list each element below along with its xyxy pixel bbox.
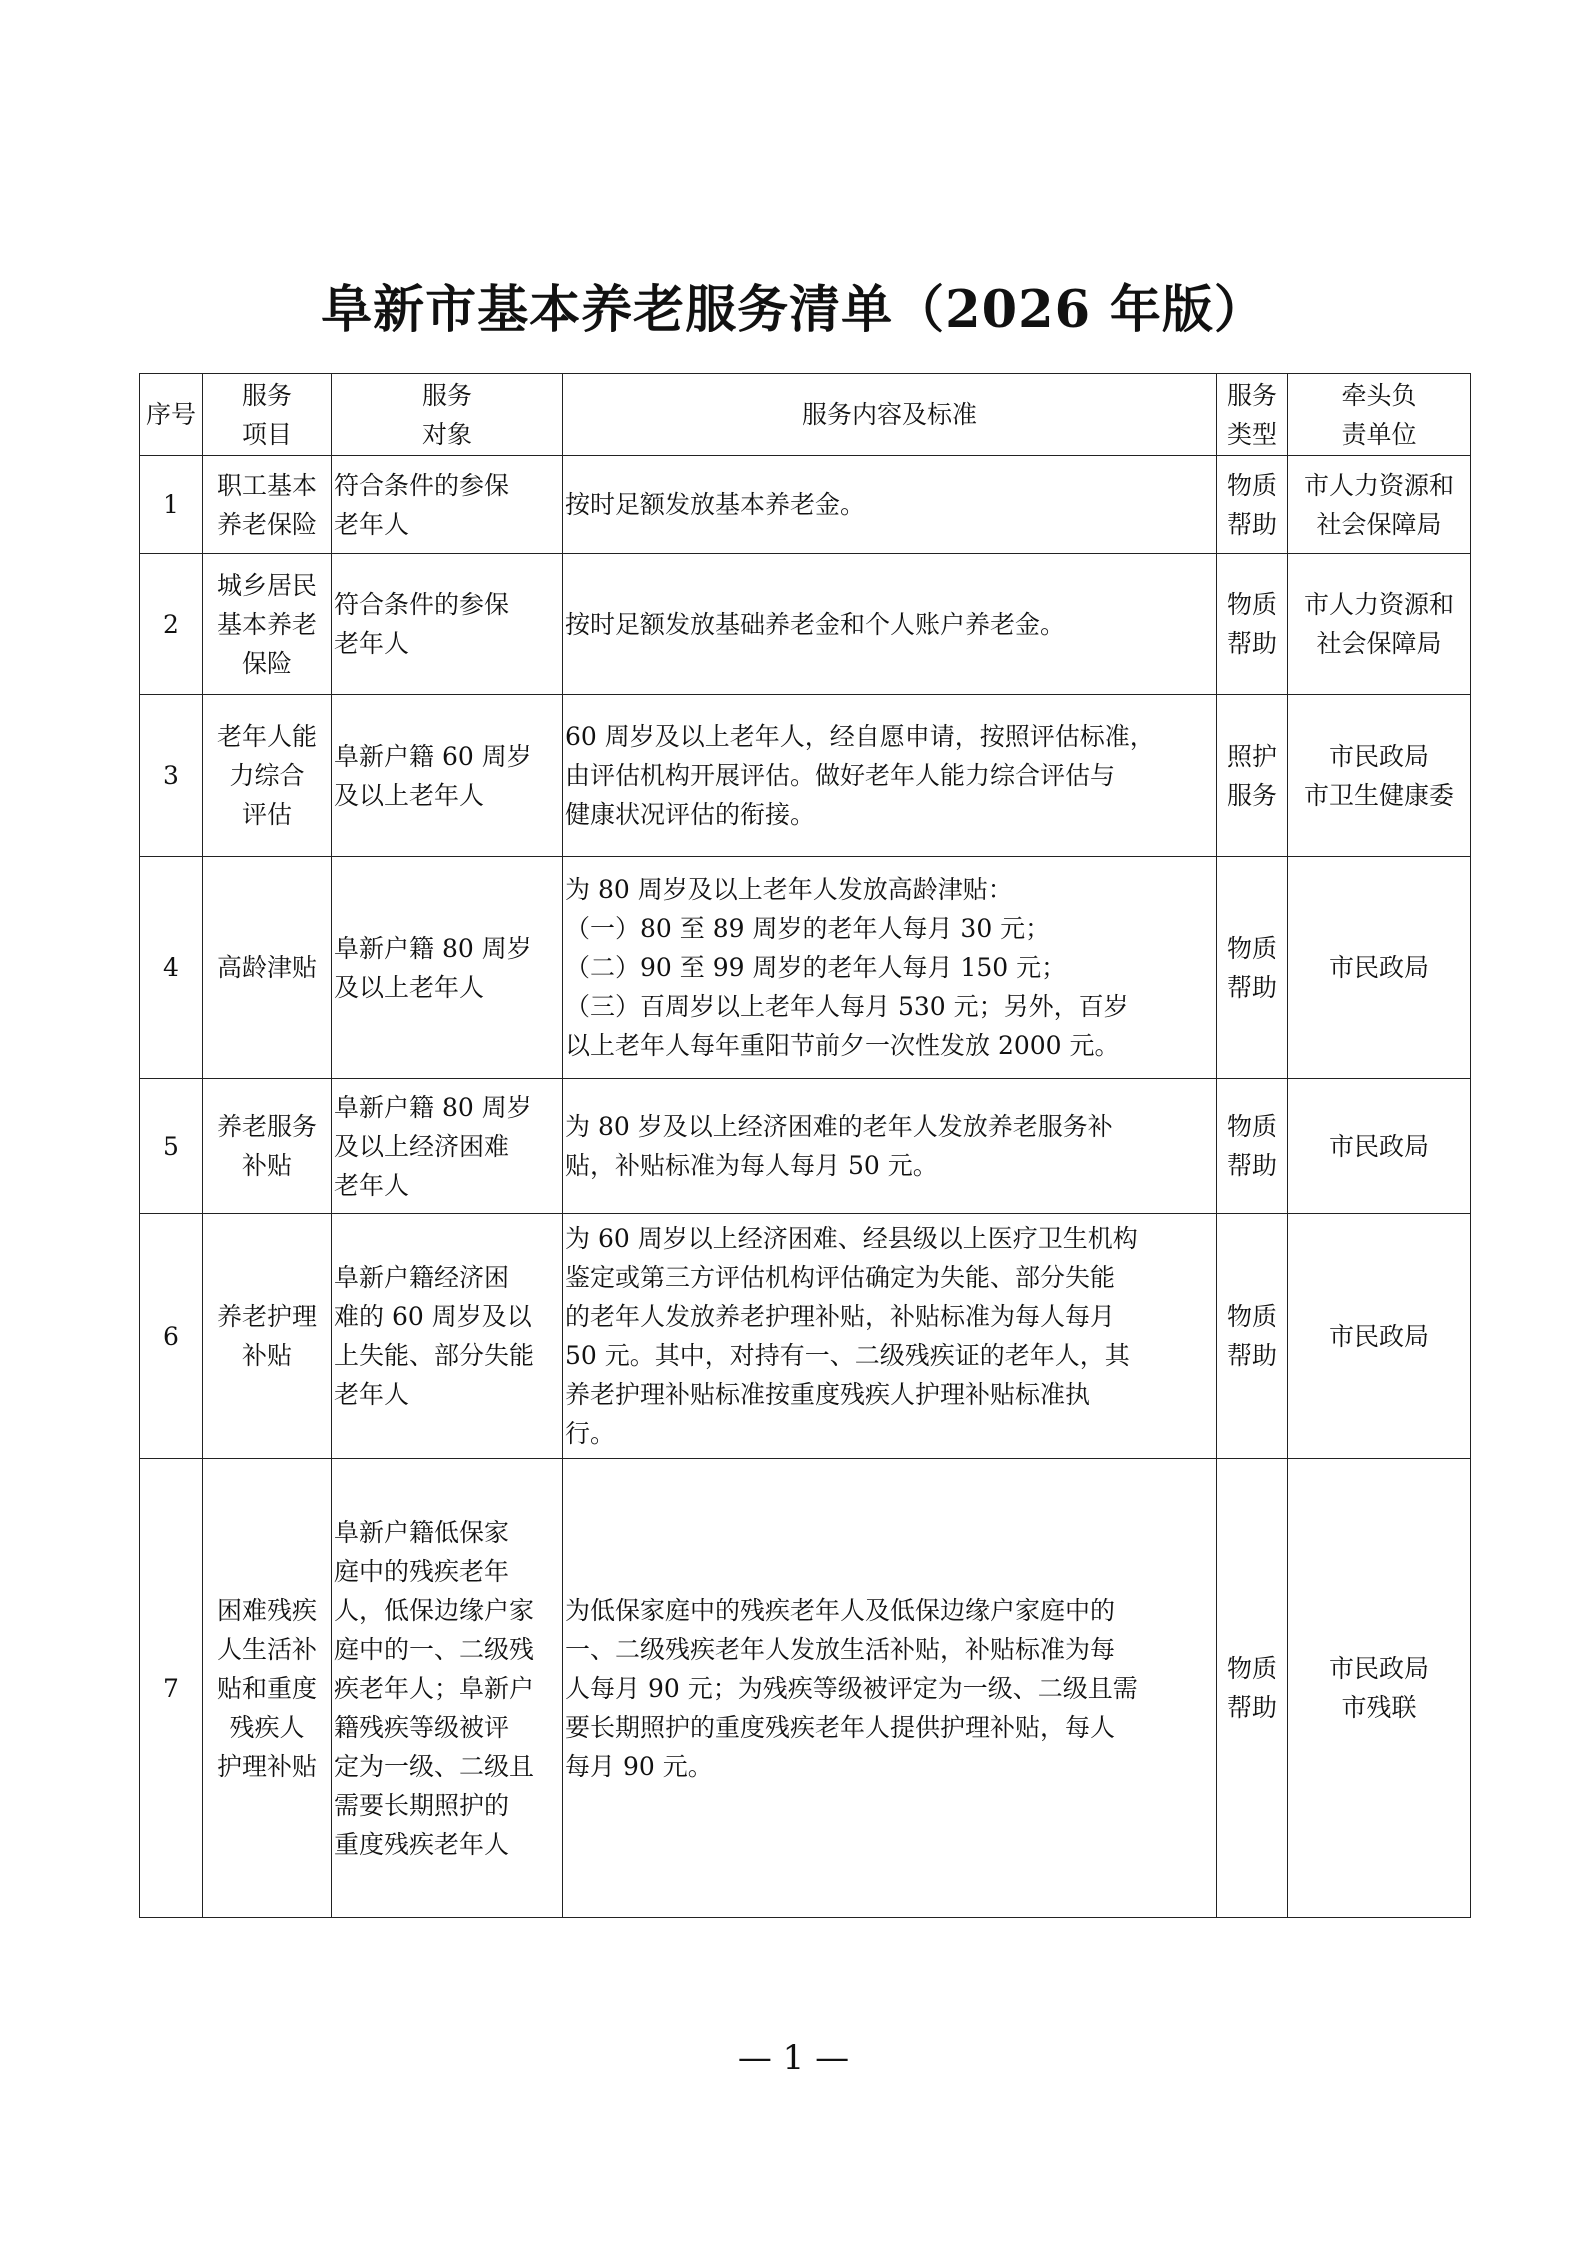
table-header-row bbox=[140, 374, 1471, 456]
service-type: 物质 帮助 bbox=[1217, 1079, 1288, 1214]
service-item: 职工基本 养老保险 bbox=[203, 456, 332, 554]
service-item: 老年人能 力综合 评估 bbox=[203, 695, 332, 857]
service-item: 困难残疾 人生活补 贴和重度 残疾人 护理补贴 bbox=[203, 1459, 332, 1918]
responsible-unit: 市民政局 市残联 bbox=[1288, 1459, 1471, 1918]
service-content: 为低保家庭中的残疾老年人及低保边缘户家庭中的 一、二级残疾老年人发放生活补贴，补贴标准为每 人每月 90 元；为残疾等级被评定为一级、二级且需 要长期照护的重度残疾老年人提供护理补贴，每人 每月 90 元。 bbox=[563, 1459, 1217, 1918]
responsible-unit: 市民政局 市卫生健康委 bbox=[1288, 695, 1471, 857]
row-number: 3 bbox=[140, 695, 203, 857]
responsible-unit: 市民政局 bbox=[1288, 1079, 1471, 1214]
row-number: 5 bbox=[140, 1079, 203, 1214]
service-content: 按时足额发放基础养老金和个人账户养老金。 bbox=[563, 554, 1217, 695]
service-target: 阜新户籍 80 周岁 及以上老年人 bbox=[332, 857, 563, 1079]
service-content: 为 80 岁及以上经济困难的老年人发放养老服务补 贴，补贴标准为每人每月 50 元。 bbox=[563, 1079, 1217, 1214]
service-content: 为 60 周岁以上经济困难、经县级以上医疗卫生机构 鉴定或第三方评估机构评估确定为失能、部分失能 的老年人发放养老护理补贴，补贴标准为每人每月 50 元。其中，对持有一、二级残疾证的老年人，其 养老护理补贴标准按重度残疾人护理补贴标准执 行。 bbox=[563, 1214, 1217, 1459]
service-content: 为 80 周岁及以上老年人发放高龄津贴： （一）80 至 89 周岁的老年人每月 30 元； （二）90 至 99 周岁的老年人每月 150 元； （三）百周岁以上老年人每月 530 元；另外，百岁 以上老年人每年重阳节前夕一次性发放 2000 元。 bbox=[563, 857, 1217, 1079]
table-row bbox=[140, 695, 1471, 857]
header-target: 服务 对象 bbox=[332, 374, 563, 456]
table-row bbox=[140, 857, 1471, 1079]
table-row bbox=[140, 456, 1471, 554]
table-row bbox=[140, 1459, 1471, 1918]
table-row bbox=[140, 1079, 1471, 1214]
service-target: 阜新户籍低保家 庭中的残疾老年 人，低保边缘户家 庭中的一、二级残 疾老年人；阜新户 籍残疾等级被评 定为一级、二级且 需要长期照护的 重度残疾老年人 bbox=[332, 1459, 563, 1918]
responsible-unit: 市民政局 bbox=[1288, 857, 1471, 1079]
header-content: 服务内容及标准 bbox=[563, 374, 1217, 456]
header-item: 服务 项目 bbox=[203, 374, 332, 456]
table-row bbox=[140, 554, 1471, 695]
service-type: 物质 帮助 bbox=[1217, 1214, 1288, 1459]
service-item: 养老服务 补贴 bbox=[203, 1079, 332, 1214]
row-number: 7 bbox=[140, 1459, 203, 1918]
service-target: 符合条件的参保 老年人 bbox=[332, 554, 563, 695]
responsible-unit: 市人力资源和 社会保障局 bbox=[1288, 554, 1471, 695]
service-item: 高龄津贴 bbox=[203, 857, 332, 1079]
service-target: 阜新户籍经济困 难的 60 周岁及以 上失能、部分失能 老年人 bbox=[332, 1214, 563, 1459]
service-content: 按时足额发放基本养老金。 bbox=[563, 456, 1217, 554]
row-number: 4 bbox=[140, 857, 203, 1079]
responsible-unit: 市民政局 bbox=[1288, 1214, 1471, 1459]
table-row bbox=[140, 1214, 1471, 1459]
page-number: — 1 — bbox=[737, 2038, 850, 2078]
service-type: 物质 帮助 bbox=[1217, 456, 1288, 554]
header-num: 序号 bbox=[140, 374, 203, 456]
responsible-unit: 市人力资源和 社会保障局 bbox=[1288, 456, 1471, 554]
service-target: 阜新户籍 80 周岁 及以上经济困难 老年人 bbox=[332, 1079, 563, 1214]
service-type: 物质 帮助 bbox=[1217, 554, 1288, 695]
header-type: 服务 类型 bbox=[1217, 374, 1288, 456]
service-type: 照护 服务 bbox=[1217, 695, 1288, 857]
service-target: 阜新户籍 60 周岁 及以上老年人 bbox=[332, 695, 563, 857]
row-number: 2 bbox=[140, 554, 203, 695]
service-content: 60 周岁及以上老年人，经自愿申请，按照评估标准， 由评估机构开展评估。做好老年人能力综合评估与 健康状况评估的衔接。 bbox=[563, 695, 1217, 857]
service-type: 物质 帮助 bbox=[1217, 1459, 1288, 1918]
service-type: 物质 帮助 bbox=[1217, 857, 1288, 1079]
row-number: 1 bbox=[140, 456, 203, 554]
document-title: 阜新市基本养老服务清单（2026 年版） bbox=[321, 280, 1266, 340]
service-item: 养老护理 补贴 bbox=[203, 1214, 332, 1459]
service-list-table bbox=[139, 373, 1471, 1918]
row-number: 6 bbox=[140, 1214, 203, 1459]
service-item: 城乡居民 基本养老 保险 bbox=[203, 554, 332, 695]
header-unit: 牵头负 责单位 bbox=[1288, 374, 1471, 456]
service-target: 符合条件的参保 老年人 bbox=[332, 456, 563, 554]
